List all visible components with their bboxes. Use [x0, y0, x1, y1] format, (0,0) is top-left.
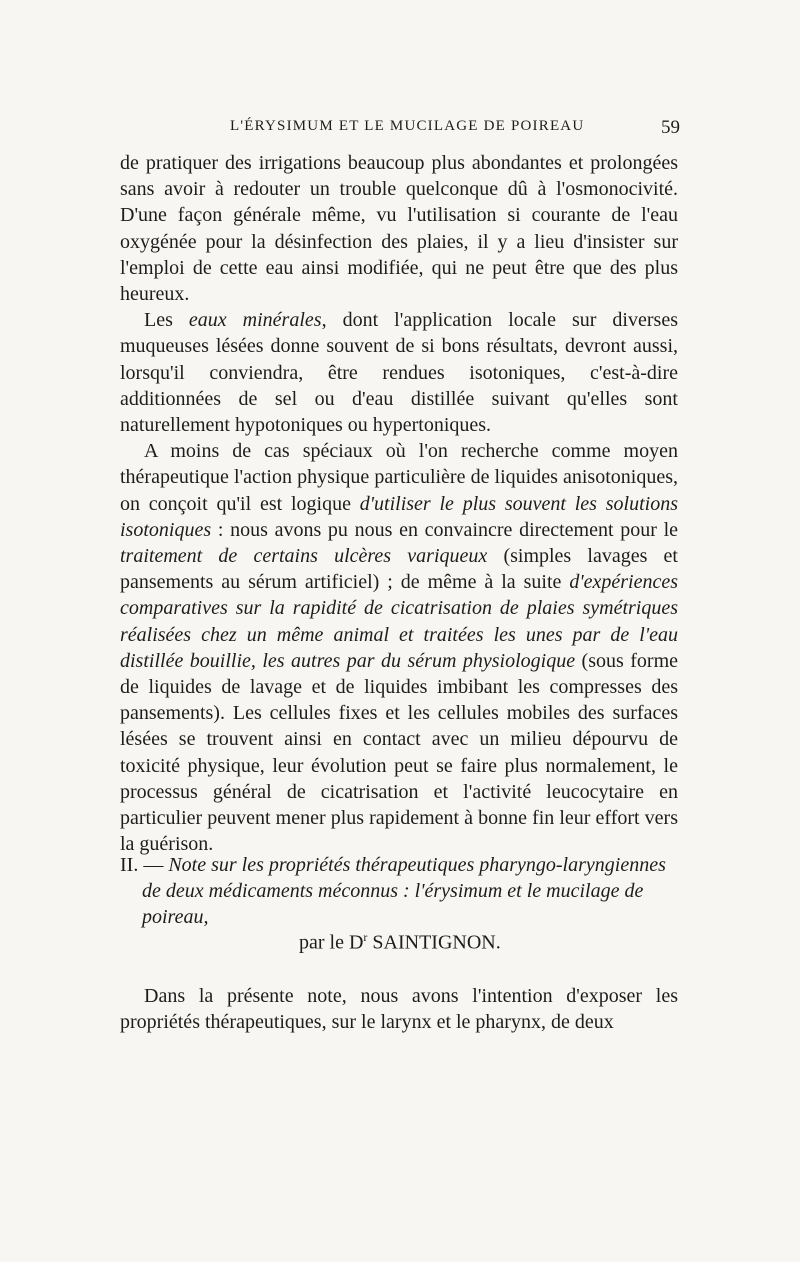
- section-heading-line-1: [120, 852, 678, 878]
- paragraph-2-rest: , dont l'application locale sur diverses muqueuses lésées donne souvent de si bons résultats, devront aussi, lorsqu'il conviendra, être rendues isotoniques, c'est-à-dire additionnées de sel ou d'eau distillée suivant qu'elles sont naturellement hypotoniques ou hypertoniques.: [120, 309, 678, 437]
- paragraph-2-italic: eaux minérales: [188, 309, 322, 332]
- main-text: [120, 150, 678, 857]
- section-number: II. —: [120, 854, 169, 876]
- paragraph-1: de pratiquer des irrigations beaucoup plus abondantes et prolongées sans avoir à redouter un trouble quelconque dû à l'osmonocivité. D'une façon générale même, vu l'utilisation si courante de l'eau oxygénée pour la désinfection des plaies, il y a lieu d'insister sur l'emploi de cette eau ainsi modifiée, qui ne peut être que des plus heureux.: [120, 152, 678, 306]
- paragraph-3-a: A moins de cas spéciaux où l'on recherche comme moyen thérapeutique l'action physique particulière de liquides anisotoniques, on conçoit qu'il est logique: [120, 440, 678, 515]
- section-title-3: poireau,: [142, 906, 209, 929]
- paragraph-3-e: (simples lavages et pansements au sérum artificiel) ; de même à la suite: [120, 545, 678, 594]
- closing-paragraph: Dans la présente note, nous avons l'intention d'exposer les propriétés thérapeutiques, sur le larynx et le pharynx, de deux: [120, 985, 678, 1034]
- author-line: [299, 930, 501, 955]
- running-head: [190, 118, 680, 140]
- paragraph-2-start: Les: [144, 309, 189, 332]
- running-title: L'ÉRYSIMUM ET LE MUCILAGE DE POIREAU: [230, 118, 585, 134]
- paragraph-2: [120, 307, 678, 438]
- paragraph-3-b: d'utiliser le plus souvent les solutions isotoniques: [120, 492, 678, 541]
- section-heading: [120, 852, 678, 931]
- section-title-2: de deux médicaments méconnus : l'érysimum et le mucilage de: [142, 880, 644, 903]
- closing-text: [120, 983, 678, 1035]
- author-prefix: par le D: [299, 931, 364, 954]
- paragraph-3-f: d'expériences comparatives sur la rapidité de cicatrisation de plaies symétriques réalisées chez un même animal et traitées les unes par de l'eau distillée bouillie, les autres par du sérum physiologique: [120, 571, 678, 672]
- section-title-1: Note sur les propriétés thérapeutiques pharyngo-laryngiennes: [168, 854, 666, 876]
- author-title-sup: r: [363, 930, 368, 944]
- paragraph-3: [120, 438, 678, 857]
- page-number: 59: [661, 117, 680, 138]
- paragraph-3-c: : nous avons pu nous en convaincre directement pour le: [211, 518, 678, 541]
- paragraph-3-g: (sous forme de liquides de lavage et de liquides imbibant les compresses des pansements). Les cellules fixes et les cellules mobiles des surfaces lésées se trouvent ainsi en contact avec un milieu dépourvu de toxicité physique, leur évolution peut se faire plus normalement, le processus général de cicatrisation et l'activité leucocytaire en particulier peuvent mener plus rapidement à bonne fin leur effort vers la guérison.: [120, 649, 678, 856]
- author-name: SAINTIGNON.: [367, 931, 501, 954]
- paragraph-3-d: traitement de certains ulcères variqueux: [120, 545, 488, 568]
